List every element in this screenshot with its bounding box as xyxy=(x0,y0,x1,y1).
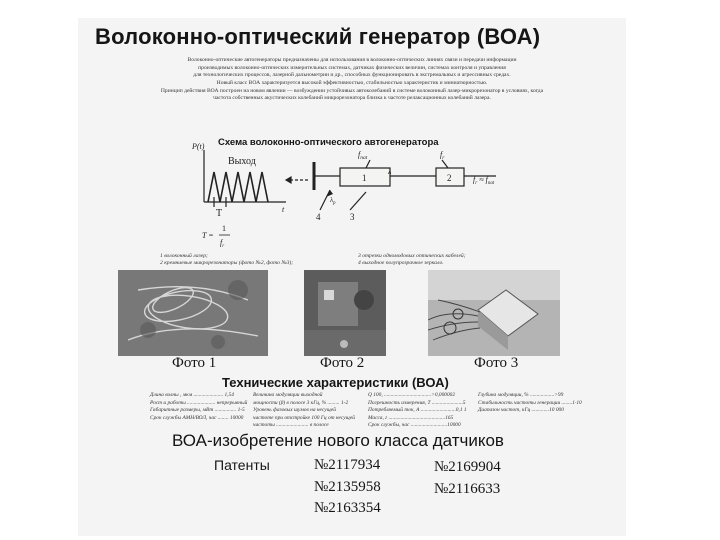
spec-line: Глубина модуляции, % ..................>99 xyxy=(478,392,564,398)
spec-line: Срок службы, час ...........................10000 xyxy=(368,422,461,429)
intro-line: частота собственных акустических колебаний микрорезонатора близка к частоте релаксационных колебаний лазера. xyxy=(213,95,491,102)
legend-item: 1 волоконный лазер; xyxy=(160,253,208,259)
spec-line: частоте при отстройке 100 Гц от несущей xyxy=(253,414,355,421)
intro-line: Волоконно-оптические автогенераторы предназначены для использования в волоконно-оптических линиях связи и передачи информации xyxy=(187,57,517,63)
period-label: T xyxy=(216,208,223,219)
svg-text:fr: $f_r$ xyxy=(440,150,445,161)
spec-line: Погрешность измерения, Т .......................5 xyxy=(368,399,466,406)
fr-label: f xyxy=(440,150,443,159)
time-axis-label: t xyxy=(282,205,285,214)
photo-microresonator-chip xyxy=(304,270,386,356)
spec-line: Срок службы АМН/ВОЛ, час ........ 10000 xyxy=(150,414,244,421)
photo-resonator-assembly xyxy=(428,270,560,356)
legend-item: 2 кремниевые микрорезонаторы (фото №2, фото №3); xyxy=(160,260,294,267)
waveform-axis-label: P(t) xyxy=(192,142,205,151)
fnat-label: f xyxy=(358,150,361,159)
spec-line: Длина волны , мкм ...................... 1,54 xyxy=(150,392,234,398)
photo-caption-3: Фото 3 xyxy=(474,355,519,371)
intro-line: производимых волоконно-оптических измерительных системах, датчиках физических величин, системах контроля и управления xyxy=(198,64,506,71)
patents-label: Патенты xyxy=(214,457,270,473)
period-formula-num: 1 xyxy=(222,224,226,233)
label-4: 4 xyxy=(316,212,321,222)
scheme-title: Схема волоконно-оптического автогенератора xyxy=(218,137,439,148)
period-formula-lhs: T = xyxy=(202,231,214,240)
spec-line: Стабильность частоты генерации ........1·10 xyxy=(478,399,582,406)
intro-line: Новый класс ВОА характеризуется высокой эффективностью, стабильностью характеристик и миниатюрностью. xyxy=(216,80,488,87)
spec-line: Q 100, ...................................>0,000002 xyxy=(368,392,456,398)
page-title: Волоконно-оптический генератор (ВОА) xyxy=(95,24,541,49)
patent-number: №2135958 xyxy=(314,479,381,495)
patent-number: №2117934 xyxy=(314,457,381,473)
oscillator-scheme-diagram xyxy=(190,140,510,252)
period-formula-den: f xyxy=(220,238,223,247)
photo-caption-2: Фото 2 xyxy=(320,355,365,371)
legend-item: 4 выходное полупрозрачное зеркало. xyxy=(358,260,444,267)
output-label: Выход xyxy=(228,156,256,167)
spec-line: Рост и работы ..................... непрерывный xyxy=(150,399,248,406)
tech-specs-column-2 xyxy=(253,392,355,430)
tech-specs-title: Технические характеристики (ВОА) xyxy=(222,375,449,390)
block-2-label: 2 xyxy=(447,173,452,183)
tech-specs-column-4 xyxy=(478,392,582,415)
patent-number: №2163354 xyxy=(314,500,381,516)
block-1-label: 1 xyxy=(362,173,367,183)
patent-number: №2116633 xyxy=(434,481,501,497)
lambda-label: λ xyxy=(388,167,392,176)
spec-line: Величина модуляции выходной xyxy=(253,392,323,398)
spec-line: мощности (β) в полосе 3 кГц, % ......... 1-2 xyxy=(253,399,349,406)
svg-text:fnat: $f_{nat}$ xyxy=(358,150,368,161)
intro-line: для технологических процессов, лазерной дальнометрии и др., способных функционировать в экстремальных и агрессивных средах. xyxy=(193,72,511,79)
tech-specs-column-3 xyxy=(368,392,467,430)
svg-text:fr ≈ fnat: $f_r \approx f_{nat}$ xyxy=(473,175,495,186)
tech-specs-column-1 xyxy=(150,392,247,422)
patent-number: №2169904 xyxy=(434,459,501,475)
spec-line: частоты ........................ в полосе xyxy=(253,422,329,429)
photo-caption-1: Фото 1 xyxy=(172,355,217,371)
spec-line: Потребляемый ток, А ..........................0,1 1 xyxy=(368,407,467,414)
pulse-waveform xyxy=(208,172,268,202)
label-3: 3 xyxy=(350,212,355,222)
intro-paragraph xyxy=(96,57,608,103)
svg-text:λp: $\lambda_p$ xyxy=(330,196,336,206)
spec-line: Масса, г ..........................................165 xyxy=(368,414,454,421)
svg-text:fr: $f_r$ xyxy=(220,238,225,249)
photo-fiber-loops xyxy=(118,270,268,356)
spec-line: Уровень фазовых шумов на несущей xyxy=(253,407,336,414)
spec-line: Габаритные размеры, мВт ................ 1-5 xyxy=(150,407,245,414)
svg-text:λ xyxy=(387,167,392,176)
invention-heading: ВОА-изобретение нового класса датчиков xyxy=(172,431,504,450)
spec-line: Диапазон частот, кГц .............10 000 xyxy=(478,407,564,414)
frequency-equality: f xyxy=(473,175,476,184)
intro-line: Принцип действия ВОА построен на новом явлении — возбуждении устойчивых автоколебаний в системе волоконный лазер-микрорезонатор в условиях, когда xyxy=(160,87,544,94)
legend-item: 3 отрезки одномодовых оптических кабелей; xyxy=(358,253,466,259)
